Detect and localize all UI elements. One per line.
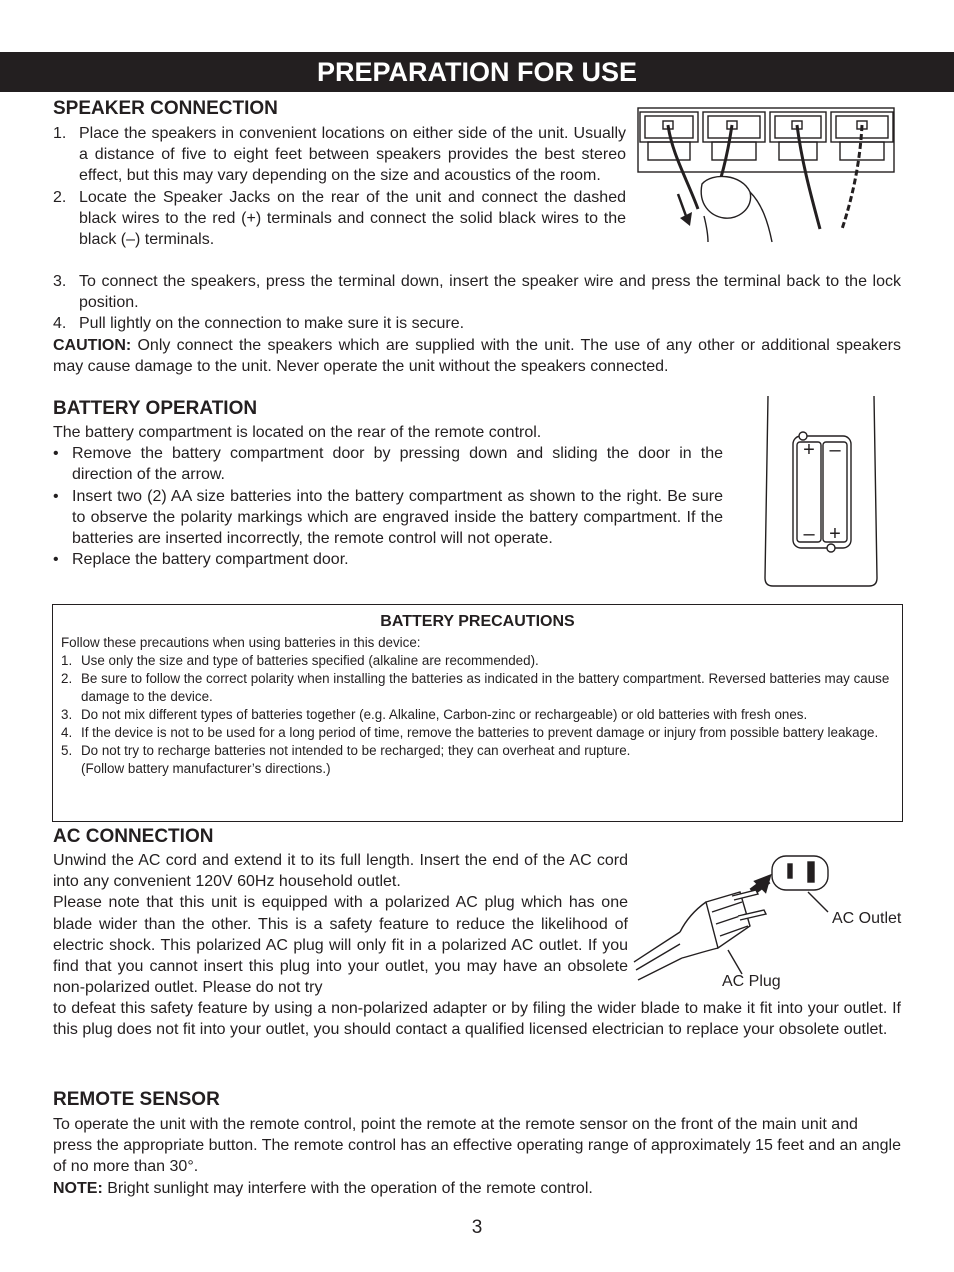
plus-sign-bottom-right: + <box>829 523 841 545</box>
speaker-terminals-illustration <box>632 104 898 244</box>
battery-intro: The battery compartment is located on the rear of the remote control. <box>53 424 542 441</box>
terminal-2 <box>703 112 765 160</box>
plug-icon <box>634 890 766 980</box>
speaker-step-4: 4. Pull lightly on the connection to make sure it is secure. <box>53 315 465 333</box>
precaution-1: 1. Use only the size and type of batteries specified (alkaline are recommended). <box>61 653 539 668</box>
plus-sign-top-left: + <box>803 439 815 461</box>
remote-section-heading <box>53 1089 220 1111</box>
battery-heading: BATTERY OPERATION <box>53 398 258 419</box>
ac-plug-outlet-illustration <box>632 852 832 992</box>
speaker-step-2: 2. Locate the Speaker Jacks on the rear of the unit and connect the dashed black wires to the red (+) terminals and connect the solid black wires to the black (–) terminals. <box>53 188 626 249</box>
speaker-steps-top <box>53 123 626 250</box>
remote-body <box>53 1114 901 1199</box>
speaker-step-3: 3. To connect the speakers, press the terminal down, insert the speaker wire and press the terminal back to the lock position. <box>53 273 901 312</box>
ac-body-top <box>53 850 628 998</box>
precaution-note: (Follow battery manufacturer’s directions.) <box>81 761 331 776</box>
ac-paragraph-2a: Please note that this unit is equipped with a polarized AC plug which has one blade wider than the other. This is a safety feature to reduce the likelihood of electric shock. This polarized AC plug will only fit in a polarized AC outlet. If you find that you cannot insert this plug into your outlet, you may have an obsolete non-polarized outlet. Please do not try <box>53 894 628 997</box>
remote-heading: REMOTE SENSOR <box>53 1089 220 1110</box>
ac-paragraph-2b: to defeat this safety feature by using a non-polarized adapter or by filing the wider blade to make it fit into your outlet. If this plug does not fit into your outlet, you should contact a qualified licensed electrician to replace your obsolete outlet. <box>53 1000 901 1039</box>
battery-precautions-box <box>52 604 903 822</box>
precaution-5: 5. Do not try to recharge batteries not intended to be recharged; they can overheat and rupture. (Follow battery manufacturer’s directions.) <box>61 743 631 776</box>
ac-paragraph-1: Unwind the AC cord and extend it to its full length. Insert the end of the AC cord into any convenient 120V 60Hz household outlet. <box>53 852 628 891</box>
battery-bullet-2: • Insert two (2) AA size batteries into the battery compartment as shown to the right. Be sure to observe the polarity markings which are engraved inside the battery compartment. If the batteries are inserted incorrectly, the remote control will not operate. <box>53 487 723 548</box>
precautions-title: BATTERY PRECAUTIONS <box>380 613 575 630</box>
speaker-heading: SPEAKER CONNECTION <box>53 98 278 119</box>
precaution-2: 2. Be sure to follow the correct polarity when installing the batteries as indicated in the battery compartment. Reversed batteries may cause damage to the device. <box>61 671 890 704</box>
finger-icon <box>701 176 772 242</box>
ac-plug-label: AC Plug <box>722 973 781 990</box>
precaution-3: 3. Do not mix different types of batteries together (e.g. Alkaline, Carbon-zinc or rechargeable) or old batteries with fresh ones. <box>61 707 808 722</box>
ac-body-bottom <box>53 998 901 1040</box>
minus-sign-top-right: – <box>829 439 841 461</box>
speaker-section-heading <box>53 98 278 120</box>
battery-body <box>53 422 723 570</box>
battery-compartment-illustration <box>760 394 882 590</box>
page-title: PREPARATION FOR USE <box>316 57 638 87</box>
battery-bullet-3: • Replace the battery compartment door. <box>53 551 349 569</box>
precautions-intro: Follow these precautions when using batteries in this device: <box>61 635 421 650</box>
speaker-caution: CAUTION: Only connect the speakers which are supplied with the unit. The use of any other or additional speakers may cause damage to the unit. Never operate the unit without the speakers connected. <box>53 336 901 375</box>
remote-text: To operate the unit with the remote control, point the remote at the remote sensor on the front of the main unit and press the appropriate button. The remote control has an effective operating range of approximately 15 feet and an angle of no more than 30°. <box>53 1116 901 1176</box>
speaker-step-1: 1. Place the speakers in convenient locations on either side of the unit. Usually a distance of five to eight feet between speakers provides the best stereo effect, but this may vary depending on the size and acoustics of the room. <box>53 125 626 185</box>
remote-note: NOTE: Bright sunlight may interfere with the operation of the remote control. <box>53 1179 593 1197</box>
minus-sign-bottom-left: – <box>803 523 815 545</box>
outlet-icon <box>772 856 828 890</box>
ac-outlet-label: AC Outlet <box>832 910 902 927</box>
page-number: 3 <box>471 1217 483 1238</box>
ac-section-heading <box>53 826 213 848</box>
speaker-steps-bottom <box>53 271 901 377</box>
battery-section-heading <box>53 398 257 420</box>
ac-heading: AC CONNECTION <box>53 826 214 847</box>
title-banner <box>0 52 954 92</box>
battery-bullet-1: • Remove the battery compartment door by pressing down and sliding the door in the direction of the arrow. <box>53 445 723 484</box>
precaution-4: 4. If the device is not to be used for a long period of time, remove the batteries to prevent damage or injury from possible battery leakage. <box>61 725 879 740</box>
